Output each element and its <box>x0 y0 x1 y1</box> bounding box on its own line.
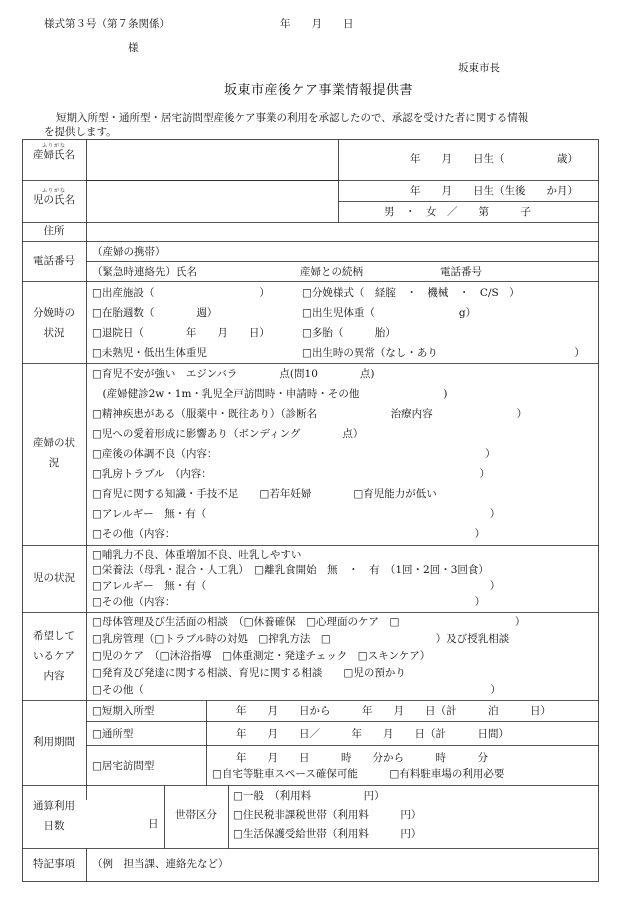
short-stay-type: □短期入所型 <box>92 705 155 717</box>
home-visit-time: 年 月 日 時 分から 時 分 <box>236 752 488 764</box>
household-label: 世帯区分 <box>175 809 217 821</box>
desired-care-item: □母体管理及び生活面の相談 （□休養確保 □心理面のケア □ ） <box>92 616 526 628</box>
intro-line-2: を提供します。 <box>44 126 117 138</box>
child-status-item: □その他（内容： ） <box>92 596 486 608</box>
birth-weight: □出生児体重（ g） <box>302 307 477 319</box>
child-name-label: ふりがな 児の氏名 <box>22 188 86 207</box>
child-status-label: 児の状況 <box>33 572 75 584</box>
remarks-example: （例 担当課、連絡先など） <box>92 858 229 870</box>
mother-status-item: □精神疾患がある（服薬中・既往あり）（診断名 治療内容 ） <box>92 408 528 420</box>
total-days-label: 通算利用 日数 <box>33 800 75 832</box>
mother-status-item: □育児に関する知識・手技不足 □若年妊婦 □育児能力が低い <box>92 488 437 500</box>
gestational-weeks: □在胎週数（ 週） <box>92 307 218 319</box>
discharge-date: □退院日（ 年 月 日） <box>92 327 270 339</box>
mother-status-item: □その他（内容： ） <box>92 528 486 540</box>
emergency-relationship: 産婦との続柄 <box>300 266 363 278</box>
desired-care-item: □児のケア （□沐浴指導 □体重測定・発達チェック □スキンケア） <box>92 650 431 662</box>
mother-status-item: □児への愛着形成に影響あり（ボンディング 点） <box>92 428 364 440</box>
day-care-dates: 年 月 日／ 年 月 日（計 日間） <box>236 728 509 740</box>
child-status-item: □哺乳力不良、体重増加不良、吐乳しやすい <box>92 549 302 561</box>
addressee: 様 <box>128 42 139 54</box>
birth-abnormality: □出生時の異常（なし・あり ） <box>302 347 585 359</box>
household-general: □一般 （利用料 円） <box>233 790 385 802</box>
mother-name-ruby: ふりがな <box>41 143 66 149</box>
mother-status-item: □乳房トラブル （内容： ） <box>92 468 490 480</box>
emergency-phone: 電話番号 <box>440 266 482 278</box>
day-care-type: □通所型 <box>92 728 134 740</box>
intro-line-1: 短期入所型・通所型・居宅訪問型産後ケア事業の利用を承認したので、承認を受けた者に関する情報 <box>56 112 529 124</box>
household-tax-exempt: □住民税非課税世帯（利用料 円） <box>233 809 422 821</box>
home-visit-parking: □自宅等駐車スペース確保可能 □有料駐車場の利用必要 <box>212 768 505 780</box>
emergency-contact-name: （緊急時連絡先）氏名 <box>92 266 197 278</box>
short-stay-dates: 年 月 日から 年 月 日（計 泊 日） <box>236 705 551 717</box>
desired-care-item: □乳房管理（□トラブル時の対処 □搾乳方法 □ ）及び授乳相談 <box>92 633 510 645</box>
child-status-item: □アレルギー 無・有（ ） <box>92 580 501 592</box>
remarks-label: 特記事項 <box>33 858 75 870</box>
household-welfare: □生活保護受給世帯（利用料 円） <box>233 828 422 840</box>
premature-low-weight: □未熟児・低出生体重児 <box>92 347 207 359</box>
child-status-item: □栄養法（母乳・混合・人工乳） □離乳食開始 無 ・ 有 （1回・2回・3回食） <box>92 564 489 576</box>
multiple-birth: □多胎（ 胎） <box>302 327 396 339</box>
child-name-ruby: ふりがな <box>41 188 66 194</box>
mother-status-item: □産後の体調不良（内容： ） <box>92 448 496 460</box>
issuer: 坂東市長 <box>458 62 500 74</box>
issue-date: 年 月 日 <box>280 18 354 30</box>
mother-status-label: 産婦の状 況 <box>33 437 75 469</box>
mother-birthdate: 年 月 日生（ 歳） <box>410 153 578 165</box>
phone-mobile: （産婦の携帯） <box>92 246 166 258</box>
form-number: 様式第３号（第７条関係） <box>44 18 170 30</box>
delivery-label: 分娩時の 状況 <box>33 307 75 339</box>
phone-label: 電話番号 <box>33 255 75 267</box>
delivery-method: □分娩様式（ 経腟 ・ 機械 ・ C/S ） <box>302 287 520 299</box>
mother-status-item: □アレルギー 無・有（ ） <box>92 508 501 520</box>
birth-facility: □出産施設（ ） <box>92 287 270 299</box>
mother-status-item: □育児不安が強い エジンバラ 点(問10 点) <box>92 368 375 380</box>
desired-care-item: □発育及び発達に関する相談、育児に関する相談 □児の預かり <box>92 667 406 679</box>
child-birthdate: 年 月 日生（生後 か月） <box>410 185 578 197</box>
usage-period-label: 利用期間 <box>33 736 75 748</box>
total-days-unit: 日 <box>148 818 159 830</box>
mother-status-item: (産婦健診2w・1m・乳児全戸訪問時・申請時・その他 ) <box>92 388 448 400</box>
home-visit-type: □居宅訪問型 <box>92 760 155 772</box>
mother-name-label: ふりがな 産婦氏名 <box>22 143 86 162</box>
desired-care-label: 希望して いるケア 内容 <box>33 630 75 682</box>
page-title: 坂東市産後ケア事業情報提供書 <box>224 83 414 98</box>
child-sex-order: 男 ・ 女 ／ 第 子 <box>384 206 531 218</box>
address-label: 住所 <box>43 225 65 237</box>
desired-care-item: □その他（ ） <box>92 684 501 696</box>
